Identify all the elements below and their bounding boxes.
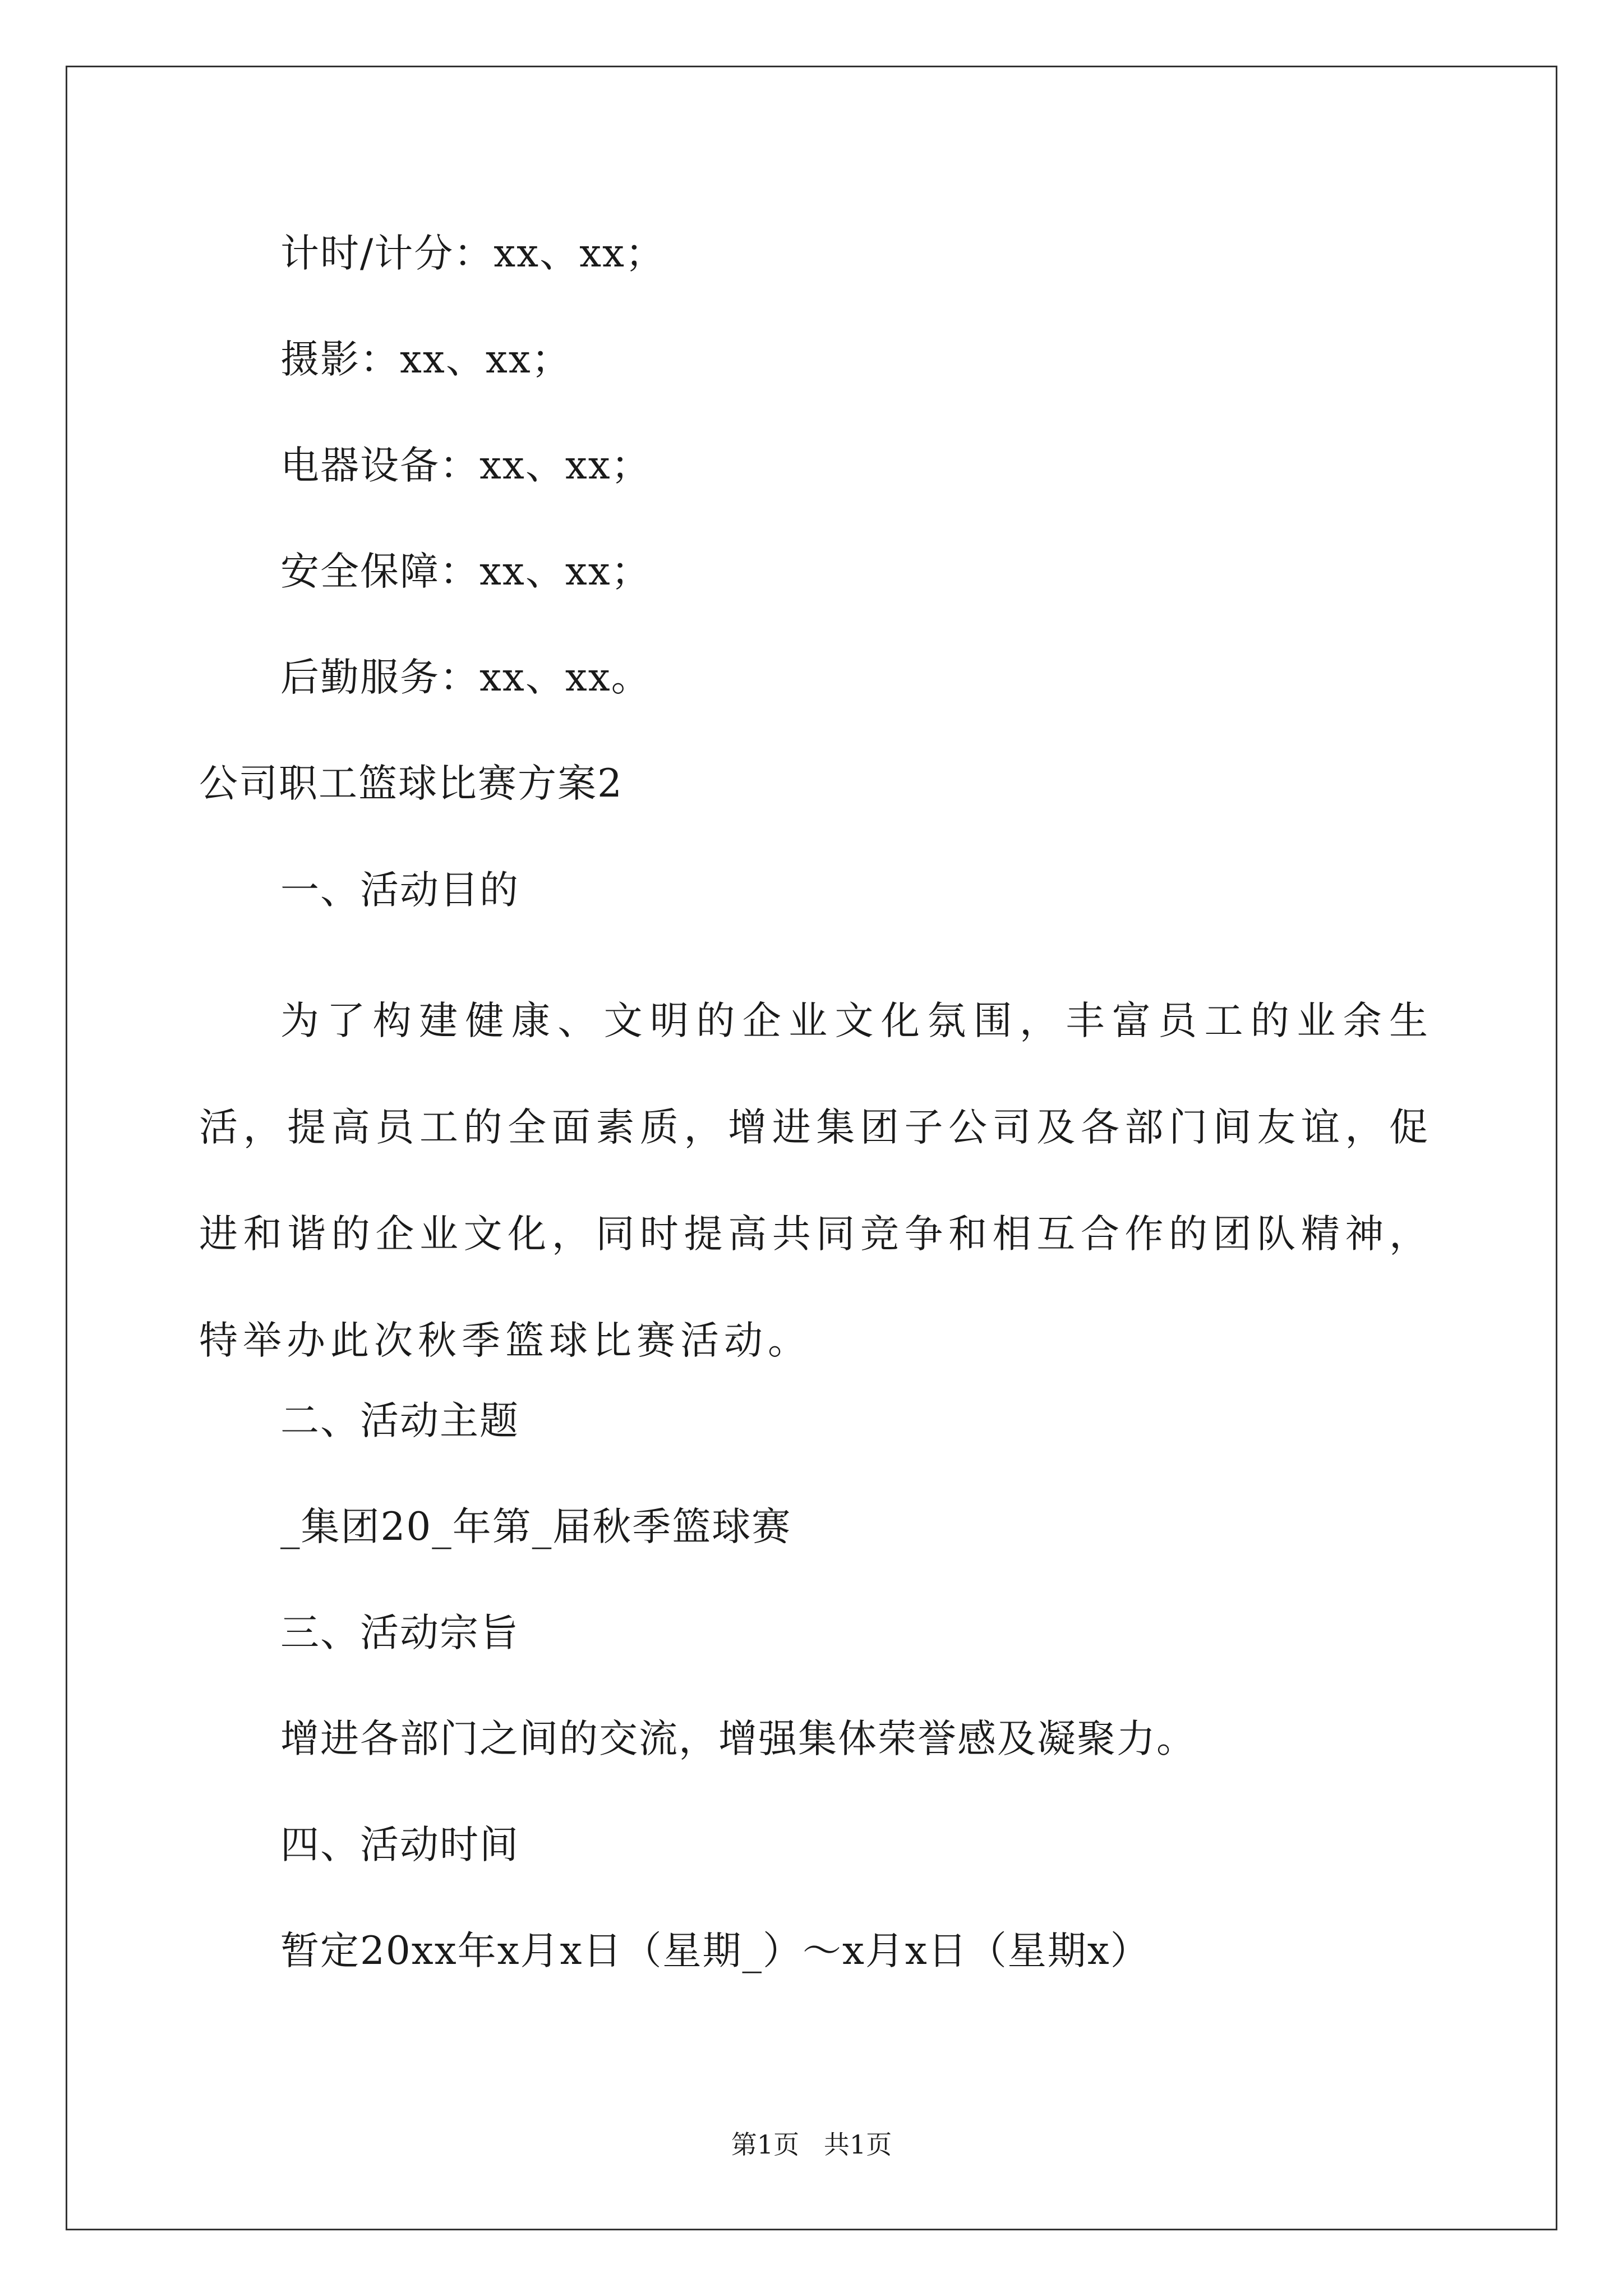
heading-aim: 三、活动宗旨 xyxy=(280,1611,519,1655)
time-text: 暂定20xx年x月x日（星期_）～x月x日（星期x） xyxy=(280,1929,1150,1973)
heading-purpose: 一、活动目的 xyxy=(280,868,519,913)
staff-safety-line: 安全保障：xx、xx； xyxy=(280,549,651,594)
theme-text: _集团20_年第_届秋季篮球赛 xyxy=(280,1504,792,1549)
aim-text: 增进各部门之间的交流，增强集体荣誉感及凝聚力。 xyxy=(280,1717,1196,1761)
page-footer: 第1页 共1页 xyxy=(731,2129,892,2160)
staff-timing-line: 计时/计分：xx、xx； xyxy=(280,231,665,276)
heading-time: 四、活动时间 xyxy=(280,1823,519,1867)
staff-electrical-line: 电器设备：xx、xx； xyxy=(280,443,651,488)
purpose-paragraph: 为了构建健康、文明的企业文化氛围，丰富员工的业余生活，提高员工的全面素质，增进集团子公司及各部门间友谊，促进和谐的企业文化，同时提高共同竞争和相互合作的团队精神，特举办此次秋季篮球比赛活动。 xyxy=(199,999,1433,1363)
staff-photo-line: 摄影：xx、xx； xyxy=(280,337,571,382)
section-title: 公司职工篮球比赛方案2 xyxy=(199,761,623,806)
heading-theme: 二、活动主题 xyxy=(280,1398,519,1443)
staff-logistics-line: 后勤服务：xx、xx。 xyxy=(280,655,651,700)
